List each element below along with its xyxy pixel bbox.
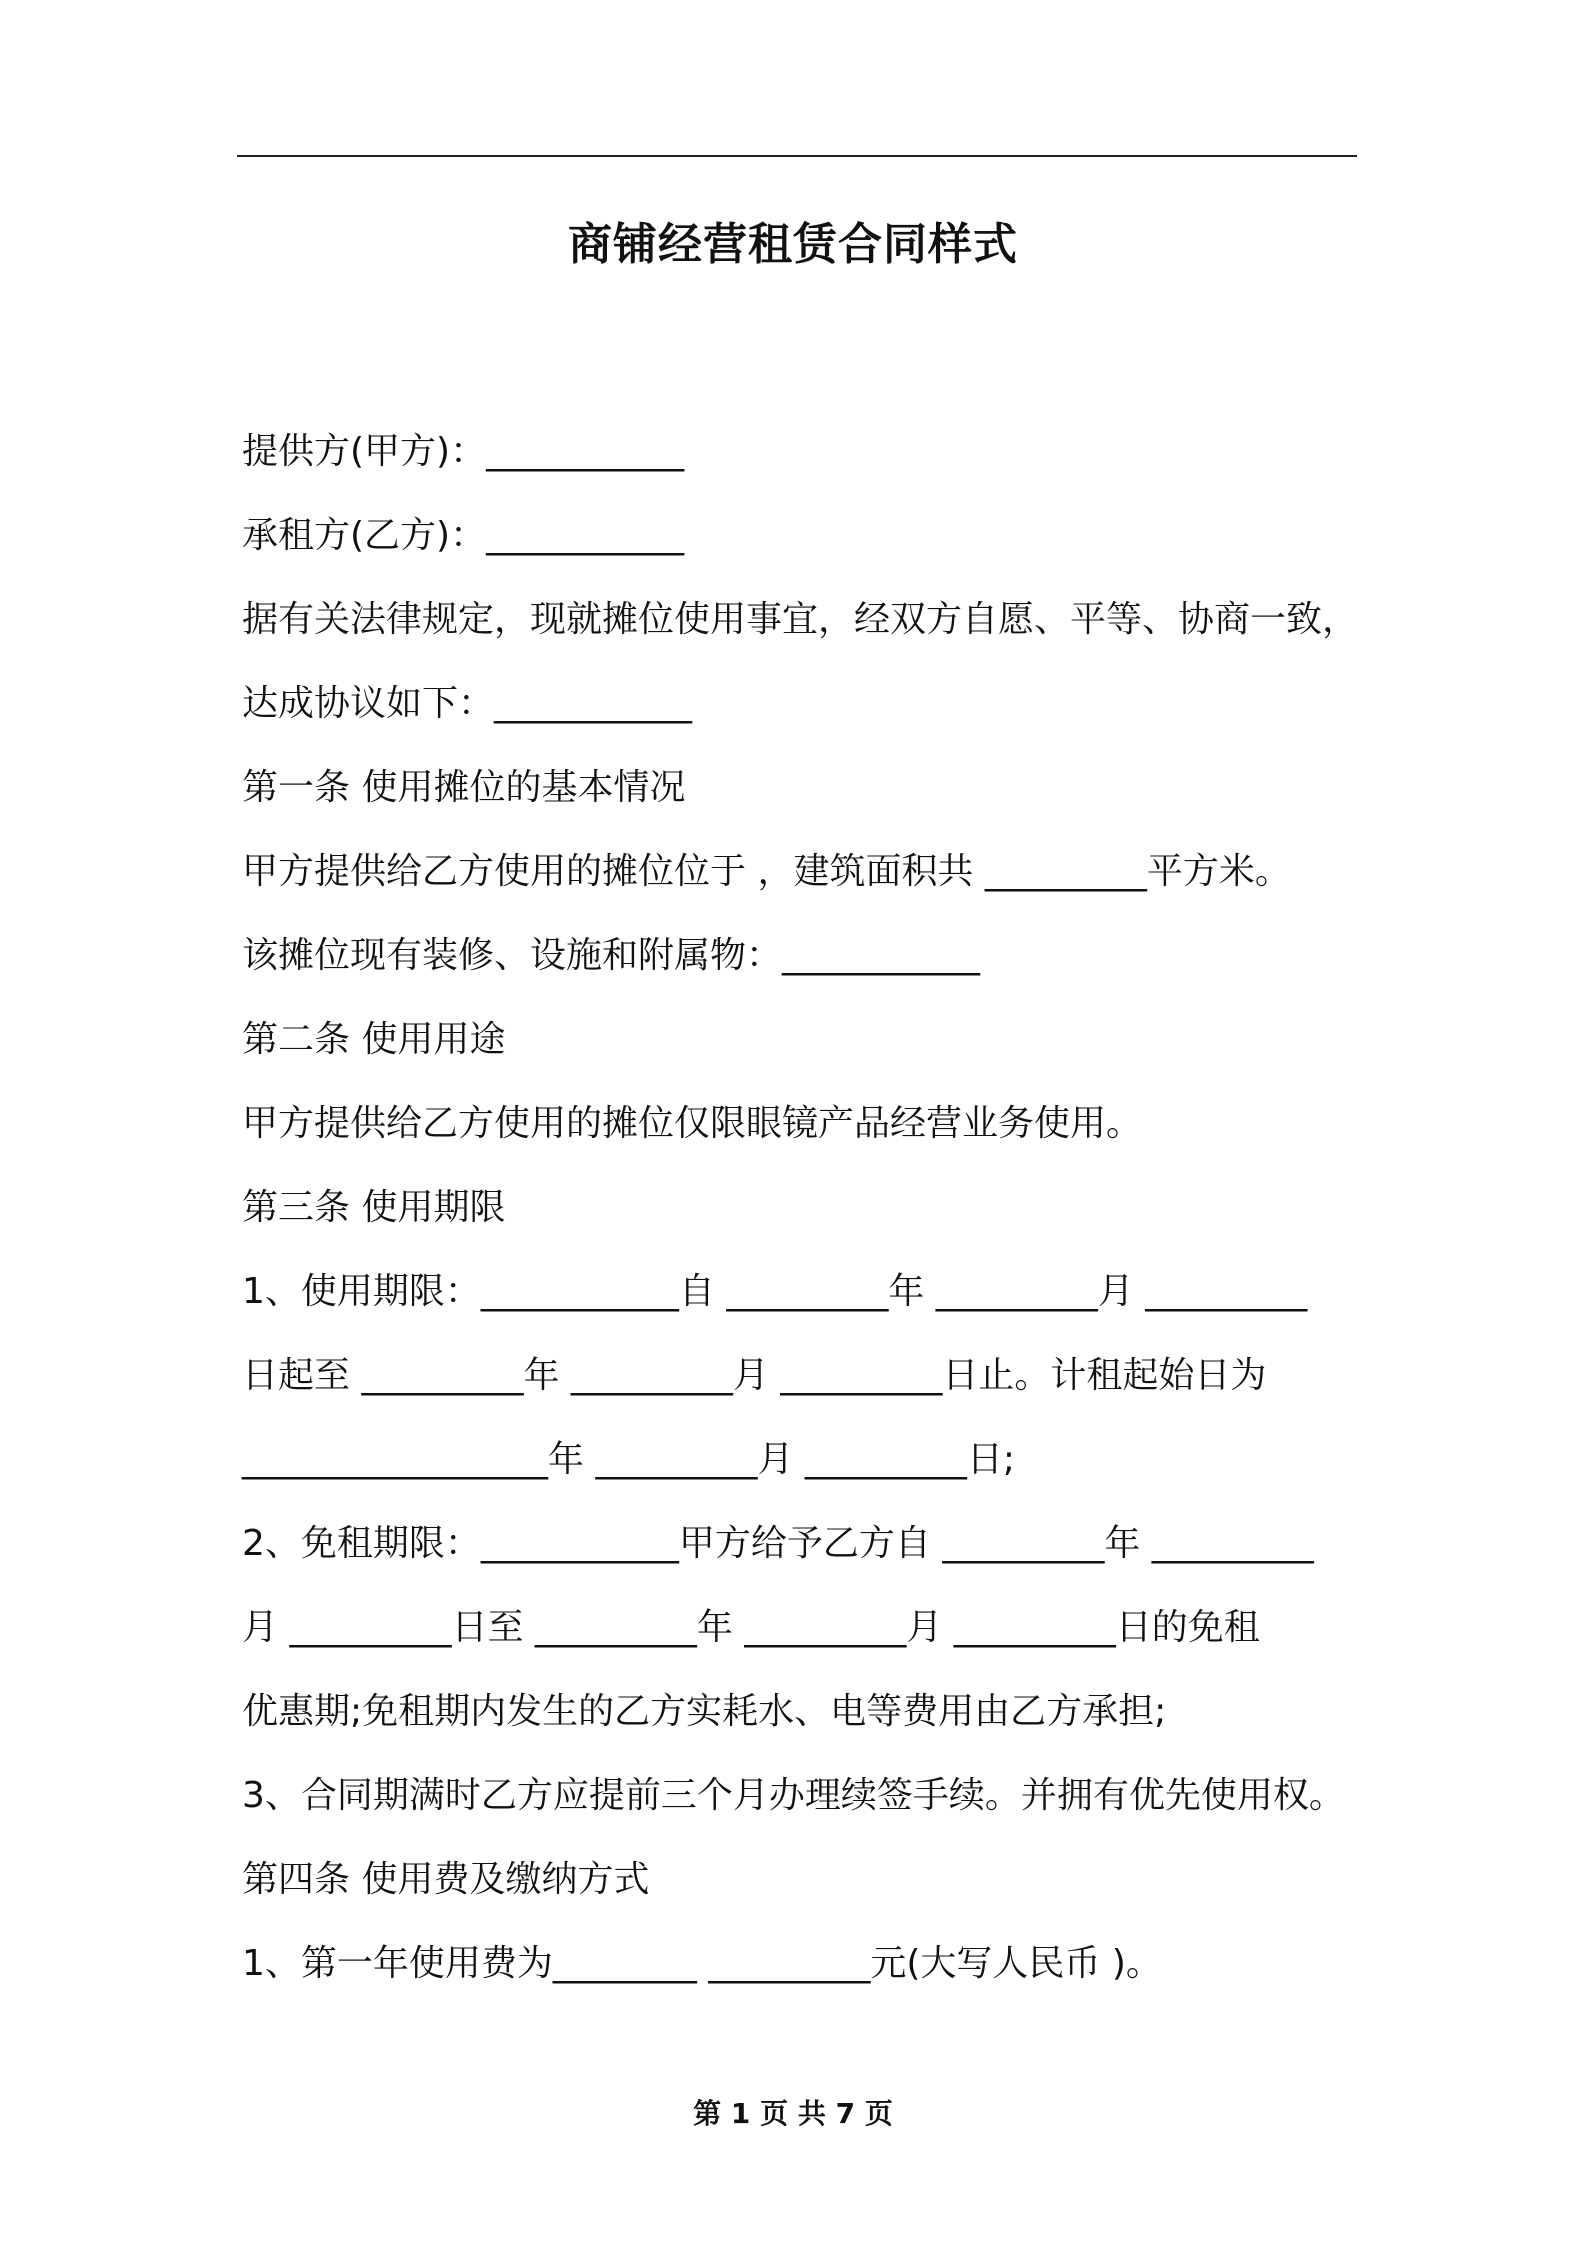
header-divider [237,155,1357,157]
article-1-text-1: 甲方提供给乙方使用的摊位位于 ，建筑面积共 _________平方米。 [242,851,1291,892]
party-a-line: 提供方(甲方)：___________ [242,431,685,472]
page-number: 第 1 页 共 7 页 [693,2097,893,2130]
article-3-heading: 第三条 使用期限 [242,1187,506,1228]
article-4-heading: 第四条 使用费及缴纳方式 [242,1859,650,1900]
article-1-text-2: 该摊位现有装修、设施和附属物：___________ [242,935,981,976]
preamble-line-1: 据有关法律规定，现就摊位使用事宜，经双方自愿、平等、协商一致， [242,599,1359,640]
party-b-line: 承租方(乙方)：___________ [242,515,685,556]
article-4-item-1: 1、第一年使用费为________ _________元(大写人民币 )。 [242,1943,1162,1984]
article-3-item-2-line-2: 月 _________日至 _________年 _________月 _________日的免租 [242,1607,1260,1648]
article-3-item-2-line-1: 2、免租期限：___________甲方给予乙方自 _________年 _________ [242,1523,1314,1564]
document-body [242,410,1392,2006]
article-1-heading: 第一条 使用摊位的基本情况 [242,767,686,808]
article-3-item-1-line-2: 日起至 _________年 _________月 _________日止。计租起始日为 [242,1355,1267,1396]
article-3-item-3: 3、合同期满时乙方应提前三个月办理续签手续。并拥有优先使用权。 [242,1775,1345,1816]
article-3-item-2-line-3: 优惠期;免租期内发生的乙方实耗水、电等费用由乙方承担; [242,1691,1167,1732]
document-title: 商铺经营租赁合同样式 [568,219,1018,270]
preamble-line-2: 达成协议如下：___________ [242,683,693,724]
article-3-item-1-line-3: _________________年 _________月 _________日; [242,1439,1016,1480]
article-2-text: 甲方提供给乙方使用的摊位仅限眼镜产品经营业务使用。 [242,1103,1143,1144]
article-2-heading: 第二条 使用用途 [242,1019,506,1060]
article-3-item-1-line-1: 1、使用期限：___________自 _________年 _________月 _________ [242,1271,1308,1312]
